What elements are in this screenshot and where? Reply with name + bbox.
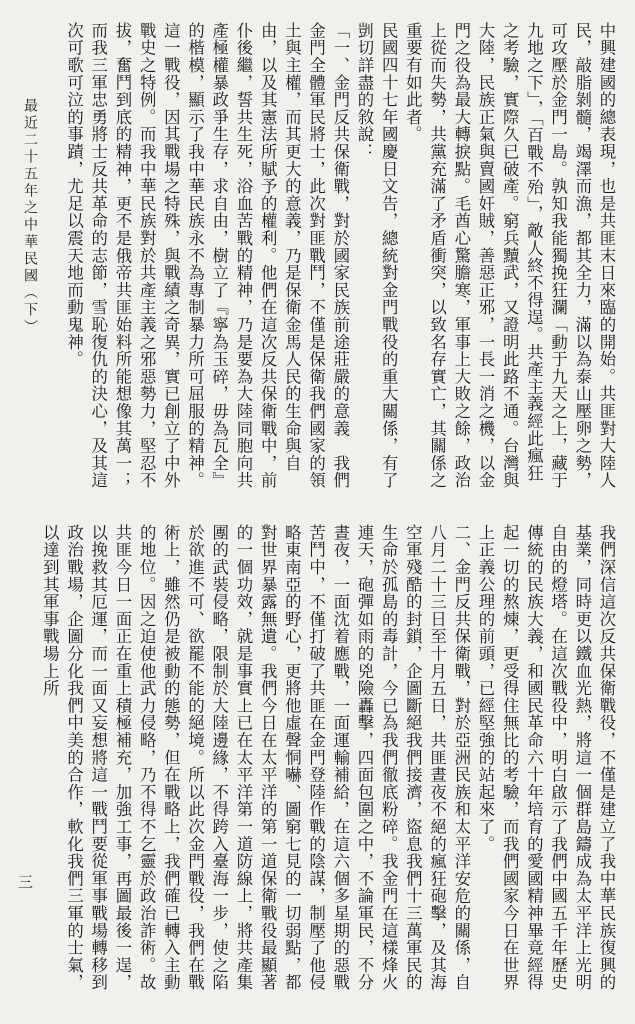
page-number: 三 bbox=[16, 874, 34, 889]
paragraph: 二、金門反共保衛戰，對於亞洲民族和太平洋安危的關係，自八月二十三日至十月五日，共匪晝夜不絕的瘋狂砲擊，及其海空軍殘酷的封鎖，企圖斷絕我們接濟，盜息我們十三萬軍民的生命於孤島的毒計，今已為我們徹底粉碎。我金門在這樣烽火連天，砲彈如雨的兇險轟擊，四面包圍之中，不論軍民，不分晝夜，一面沈着應戰，一面運輸補給，在這六個多星期的惡戰苦鬥中，不僅打破了共匪在金門登陸作戰的陰謀，制壓了他侵略東南亞的野心，更將他虛聲恫嚇、圖窮七見的一切弱點，都對世界暴露無遺。我們今日在太平洋的第一道保衛戰役最顯著的一個功效，就是事實上已在太平洋第一道防線上，將共產集團的武裝侵略，限制於大陸邊緣，不得跨入臺海一步，使之陷於欲進不可、欲罷不能的絕境。所以此次金門戰役，我們在戰術上，雖然仍是被動的態勢，但在戰略上，我們確已轉入主動的地位。因之迫使他武力侵略，乃不得不乞靈於政治詐術。故共匪今日一面正在重上積極補充，加強工事，再圖最後一逞，以挽救其厄運，而一面又妄想將這一戰鬥要從軍事戰場轉移到政治戰場，企圖分化我們中美的合作，軟化我們三軍的士氣，以達到其軍事戰場上所 bbox=[40, 524, 471, 992]
paragraph: 這一戰役，因其戰場之特殊，與戰績之奇異，實已創立了中外戰史之特例。而我中華民族對於共產主義之邪惡勢力，堅忍不拔，奮鬥到底的精神，更不是俄帝共匪始料所能想像其萬一；而我三軍忠勇將士反共革命的志節，雪恥復仇的決心，及其這次可歌可泣的事蹟，尤足以震天地而動鬼神。 bbox=[64, 22, 181, 490]
running-title: 最近二十五年之中華民國（下） bbox=[22, 98, 38, 336]
upper-text-block bbox=[62, 22, 618, 494]
paragraph: 民國四十七年國慶日文告，總統對金門戰役的重大關係，有了剴切詳盡的敘說： bbox=[354, 22, 399, 490]
paragraph: 「一、金門反共保衛戰，對於國家民族前途莊嚴的意義 我們金門全體軍民將士，此次對匪戰鬥，不僅是保衛我們國家的領土與主權，而其更大的意義，乃是保衛金馬人民的生命與自由，以及其憲法所賦予的權利。他們在這次反共保衛戰中，前仆後繼，誓共生死，浴血苦戰的精神，乃是要為大陸同胞向共產極權暴政爭生存，求自由，樹立了『寧為玉碎，毋為瓦全』的楷模，顯示了我中華民族永不為專制暴力所可屈服的精神。 bbox=[185, 22, 350, 490]
paragraph: 中興建國的總表現，也是共匪末日來臨的開始。共匪對大陸人民，敲脂剝髓，竭澤而漁，都其全力，滿以為泰山壓卵之勢，可攻壓於金門一島。孰知我能獨挽狂瀾「動于九天之上，藏于九地之下」，「百戰不殆」，敵人終不得逞。共產主義經此瘋狂之考驗，實際久已破產。窮兵黷武，又證明此路不通。台灣與大陸，民族正氣與賣國奸賊，善惡正邪，一長一消之機，以金門之役為最大轉捩點。毛酋心驚膽寒，軍事上大敗之餘，政治上從而失勢，共黨充滿了矛盾衝突，以致名存實亡，其關係之重要有如此者。 bbox=[403, 22, 616, 490]
paragraph: 我們深信這次反共保衛戰役，不僅是建立了我中華民族復興的基業，同時更以鐵血光熱，將這一個群島鑄成為太平洋上光明自由的燈塔。在這次戰役中，明白啟示了我們中國五千年歷史傳統的民族大義，和國民革命六十年培育的愛國精神畢竟經得起一切的熬煉，更受得住無比的考驗，而我們國家今日在世界上正義公理的前頭，已經堅強的站起來了。 bbox=[475, 524, 616, 992]
lower-text-block bbox=[40, 524, 618, 996]
